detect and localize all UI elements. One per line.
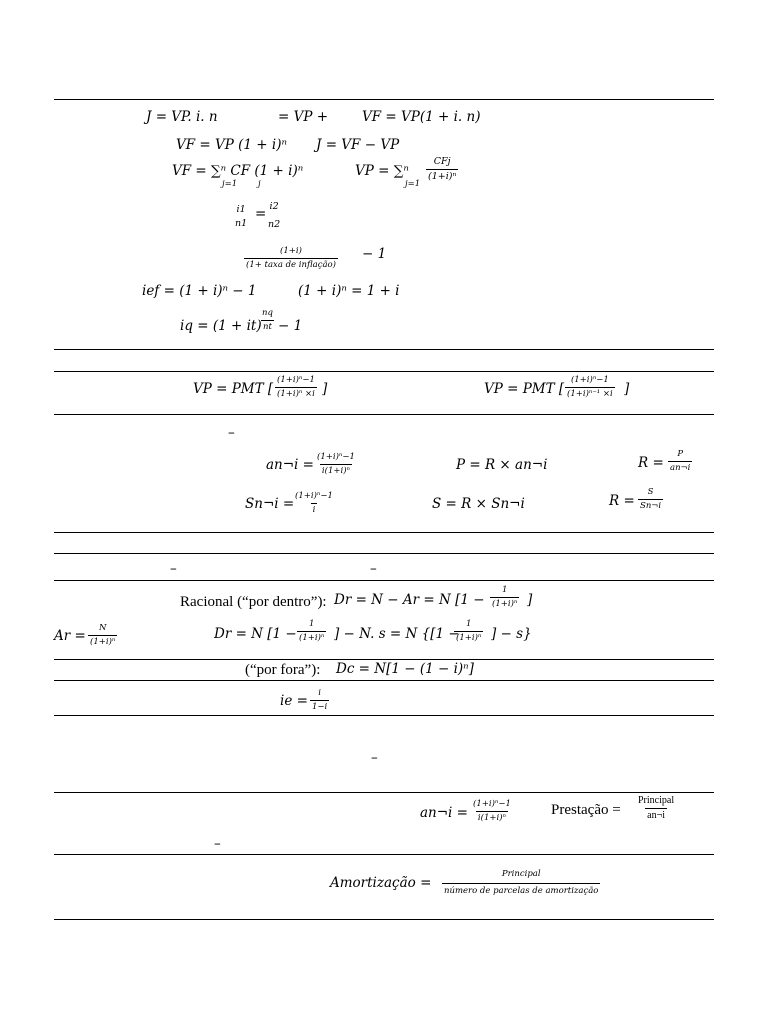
vp-ant-fraction — [565, 376, 615, 398]
sec5-dash-2: – — [214, 836, 221, 852]
ie-lhs: ie = — [280, 693, 308, 709]
dr2-num2: 1 — [465, 619, 472, 629]
sec3-dash: – — [228, 425, 235, 441]
taxa-prop-n1: n1 — [235, 217, 248, 229]
vp-ant-close: ] — [624, 381, 630, 397]
taxa-real-rest: − 1 — [362, 246, 387, 262]
amortizacao-num: Principal — [501, 869, 541, 879]
r1-num: P — [677, 449, 684, 459]
vf-fluxo-sub: j=1 — [222, 179, 238, 189]
vp-ant-den: (1+i)ⁿ⁻¹ ×i — [567, 388, 613, 399]
taxa-prop-i1: i1 — [236, 204, 246, 215]
sec5-a-lhs: an¬i = — [420, 805, 468, 821]
fator-s-lhs: Sn¬i = — [245, 496, 295, 512]
r2-fraction — [638, 488, 663, 510]
racional-den: (1+i)ⁿ — [492, 598, 518, 609]
dr2-part-b: ] − N. s = N {[1 − — [334, 626, 460, 642]
fator-s-fraction — [293, 492, 335, 514]
formula-taxa-efetiva: ief = (1 + i)ⁿ − 1 — [142, 283, 257, 299]
dr2-part-a: Dr = N [1 − — [214, 626, 297, 642]
racional-close: ] — [527, 592, 533, 608]
ar-num: N — [98, 623, 107, 633]
dr2-num1: 1 — [308, 619, 315, 629]
formula-vf-fluxo: VF = ∑ⁿ CF (1 + i)ⁿ — [172, 163, 304, 179]
taxa-prop-left — [233, 205, 249, 228]
amortizacao-fraction — [442, 870, 600, 895]
rule-top — [54, 99, 714, 100]
ar-den: (1+i)ⁿ — [90, 636, 116, 647]
rule-2 — [54, 349, 714, 350]
sec4-dash-right: – — [370, 561, 377, 577]
rule-7 — [54, 580, 714, 581]
vp-fluxo-den: (1+i)ⁿ — [428, 170, 457, 182]
formula-p-eq: P = R × an¬i — [456, 457, 548, 473]
vp-post-close: ] — [322, 381, 328, 397]
iq-rest: − 1 — [278, 318, 303, 334]
racional-num: 1 — [501, 585, 508, 595]
vp-fluxo-sub: j=1 — [405, 179, 421, 189]
sec4-dash-left: – — [170, 561, 177, 577]
ie-den: 1−i — [312, 701, 328, 712]
vp-post-lhs: VP = PMT [ — [193, 381, 274, 397]
fator-a-lhs: an¬i = — [266, 457, 314, 473]
formula-vf-composto: VF = VP (1 + i)ⁿ — [176, 137, 287, 153]
vp-fluxo-num: CFj — [433, 156, 451, 167]
rule-10 — [54, 715, 714, 716]
rule-3 — [54, 371, 714, 372]
racional-fraction — [490, 586, 519, 608]
racional-eq: Dr = N − Ar = N [1 − — [334, 592, 485, 608]
iq-exp-den: nt — [263, 321, 272, 332]
sec5-a-den: i(1+i)ⁿ — [477, 812, 506, 823]
prestacao-num: Principal — [638, 795, 675, 806]
sec5-dash: – — [371, 750, 378, 766]
taxa-prop-n2: n2 — [268, 218, 281, 230]
formula-equivalencia: (1 + i)ⁿ = 1 + i — [298, 283, 400, 299]
sec5-a-fraction — [471, 800, 513, 822]
fator-s-den: i — [312, 504, 316, 515]
taxa-prop-right — [266, 202, 282, 229]
rule-8 — [54, 659, 714, 660]
taxa-real-num: (1+i) — [280, 246, 302, 256]
r2-den: Sn¬i — [640, 500, 662, 511]
dr2-fraction-2 — [454, 620, 483, 642]
ie-num: i — [318, 688, 321, 698]
rule-11 — [54, 792, 714, 793]
vf-fluxo-sub-cf: j — [258, 179, 261, 189]
vp-post-den: (1+i)ⁿ ×i — [277, 388, 315, 399]
dr2-den1: (1+i)ⁿ — [299, 632, 325, 643]
ar-fraction — [88, 624, 117, 646]
formula-vf-simples: VF = VP(1 + i. n) — [362, 109, 481, 125]
taxa-real-fraction — [244, 247, 338, 269]
prestacao-den: an¬i — [647, 810, 665, 821]
vp-post-fraction — [275, 376, 317, 398]
rule-13 — [54, 919, 714, 920]
vp-post-num: (1+i)ⁿ−1 — [277, 375, 315, 385]
r1-lhs: R = — [638, 455, 664, 471]
r1-den: an¬i — [670, 462, 691, 473]
comercial-eq: Dc = N[1 − (1 − i)ⁿ] — [336, 661, 474, 677]
formula-vp-fluxo: VP = ∑ⁿ — [355, 163, 409, 179]
r2-num: S — [647, 487, 654, 497]
taxa-prop-i2: i2 — [269, 201, 279, 212]
formula-juros-composto: J = VF − VP — [316, 137, 400, 153]
taxa-prop-eq: = — [255, 206, 267, 222]
racional-text: Racional (“por dentro”): — [180, 594, 327, 610]
iq-exponent — [260, 309, 275, 331]
amortizacao-den: número de parcelas de amortização — [442, 883, 600, 896]
taxa-real-den: (1+ taxa de inflação) — [246, 259, 336, 270]
fator-a-fraction — [315, 453, 357, 475]
r1-fraction — [668, 450, 692, 472]
rule-4 — [54, 414, 714, 415]
ie-fraction — [310, 689, 329, 711]
dr2-den2: (1+i)ⁿ — [456, 632, 482, 643]
rule-12 — [54, 854, 714, 855]
vp-ant-lhs: VP = PMT [ — [484, 381, 565, 397]
formula-iq: iq = (1 + it) — [180, 318, 262, 334]
fator-s-num: (1+i)ⁿ−1 — [295, 491, 333, 501]
fator-a-num: (1+i)ⁿ−1 — [317, 452, 355, 462]
vp-fluxo-fraction — [426, 157, 458, 181]
comercial-text: (“por fora”): — [245, 662, 321, 678]
rule-9 — [54, 680, 714, 681]
formula-juros-simples: J = VP. i. n — [146, 109, 218, 125]
ar-lhs: Ar = — [54, 628, 86, 644]
amortizacao-lhs: Amortização = — [330, 875, 432, 891]
formula-vf-parcial: = VP + — [278, 109, 329, 125]
dr2-fraction-1 — [297, 620, 326, 642]
rule-6 — [54, 553, 714, 554]
formula-s-eq: S = R × Sn¬i — [432, 496, 525, 512]
fator-a-den: i(1+i)ⁿ — [321, 465, 350, 476]
dr2-part-c: ] − s} — [491, 626, 532, 642]
vp-ant-num: (1+i)ⁿ−1 — [570, 375, 609, 385]
iq-exp-num: nq — [262, 308, 273, 318]
r2-lhs: R = — [609, 493, 635, 509]
prestacao-fraction — [636, 796, 676, 821]
sec5-a-num: (1+i)ⁿ−1 — [473, 799, 511, 809]
prestacao-lhs: Prestação = — [551, 802, 621, 818]
rule-5 — [54, 532, 714, 533]
